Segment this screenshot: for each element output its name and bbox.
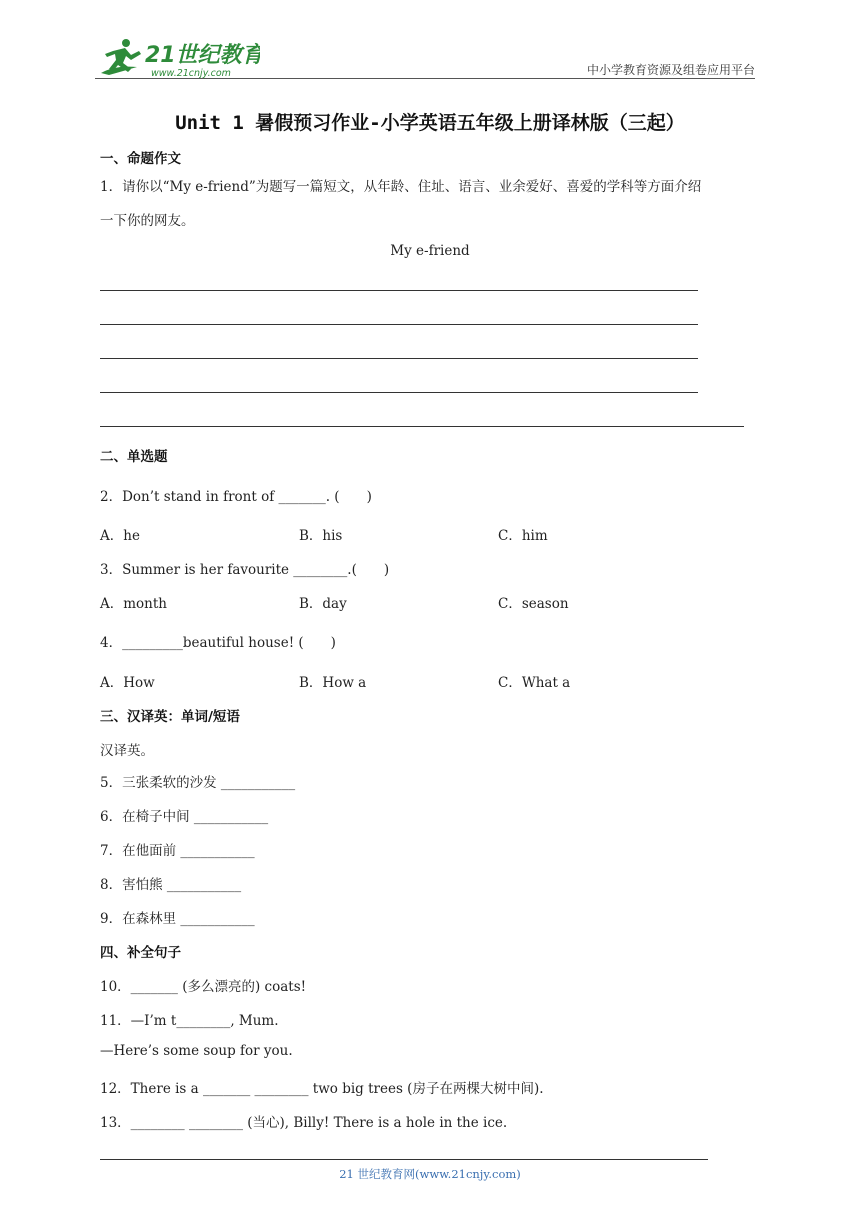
question-12: 12．There is a _______ ________ two big trees (房子在两棵大树中间).: [100, 1081, 544, 1097]
question-6: 6．在椅子中间 ___________: [100, 809, 269, 825]
platform-label: 中小学教育资源及组卷应用平台: [586, 63, 755, 77]
section-2-heading: 二、单选题: [100, 449, 168, 465]
q4-option-b: B．How a: [299, 675, 367, 691]
q4-option-a: A．How: [100, 675, 155, 691]
writing-line: [100, 324, 698, 325]
q3-option-b: B．day: [299, 596, 347, 612]
logo-text: 21世纪教育: [145, 43, 260, 68]
q4-option-c: C．What a: [498, 675, 571, 691]
question-11-reply: —Here’s some soup for you.: [100, 1043, 293, 1059]
section-3-heading: 三、汉译英：单词/短语: [100, 709, 240, 725]
question-8: 8．害怕熊 ___________: [100, 877, 242, 893]
question-4: 4．_________beautiful house! ( ): [100, 635, 336, 651]
q2-option-a: A．he: [100, 528, 140, 544]
writing-line: [100, 358, 698, 359]
q2-option-b: B．his: [299, 528, 343, 544]
q2-option-c: C．him: [498, 528, 548, 544]
footer-divider: [100, 1159, 708, 1160]
header-divider: [95, 78, 755, 79]
question-1-line-2: 一下你的网友。: [100, 213, 195, 229]
question-3: 3．Summer is her favourite ________.( ): [100, 562, 390, 578]
q3-option-a: A．month: [100, 596, 167, 612]
section-3-intro: 汉译英。: [100, 743, 154, 759]
essay-title: My e-friend: [390, 243, 470, 259]
section-1-heading: 一、命题作文: [100, 151, 181, 167]
question-1-line-1: 1．请你以“My e-friend”为题写一篇短文，从年龄、住址、语言、业余爱好、喜爱的学科等方面介绍: [100, 179, 702, 195]
footer-source: 21 世纪教育网(www.21cnjy.com): [339, 1167, 521, 1181]
question-13: 13．________ ________ (当心), Billy! There is a hole in the ice.: [100, 1115, 508, 1131]
question-10: 10．_______ (多么漂亮的) coats!: [100, 979, 307, 995]
writing-line: [100, 426, 744, 427]
question-9: 9．在森林里 ___________: [100, 911, 255, 927]
question-11: 11．—I’m t________, Mum.: [100, 1013, 279, 1029]
writing-line: [100, 290, 698, 291]
question-7: 7．在他面前 ___________: [100, 843, 255, 859]
runner-logo-icon: [95, 35, 260, 79]
site-logo: [95, 35, 260, 79]
writing-line: [100, 392, 698, 393]
page-title: Unit 1 暑假预习作业-小学英语五年级上册译林版（三起）: [175, 112, 685, 134]
logo-url: www.21cnjy.com: [151, 68, 231, 79]
q3-option-c: C．season: [498, 596, 569, 612]
section-4-heading: 四、补全句子: [100, 945, 181, 961]
question-2: 2．Don’t stand in front of _______. ( ): [100, 489, 372, 505]
question-5: 5．三张柔软的沙发 ___________: [100, 775, 296, 791]
